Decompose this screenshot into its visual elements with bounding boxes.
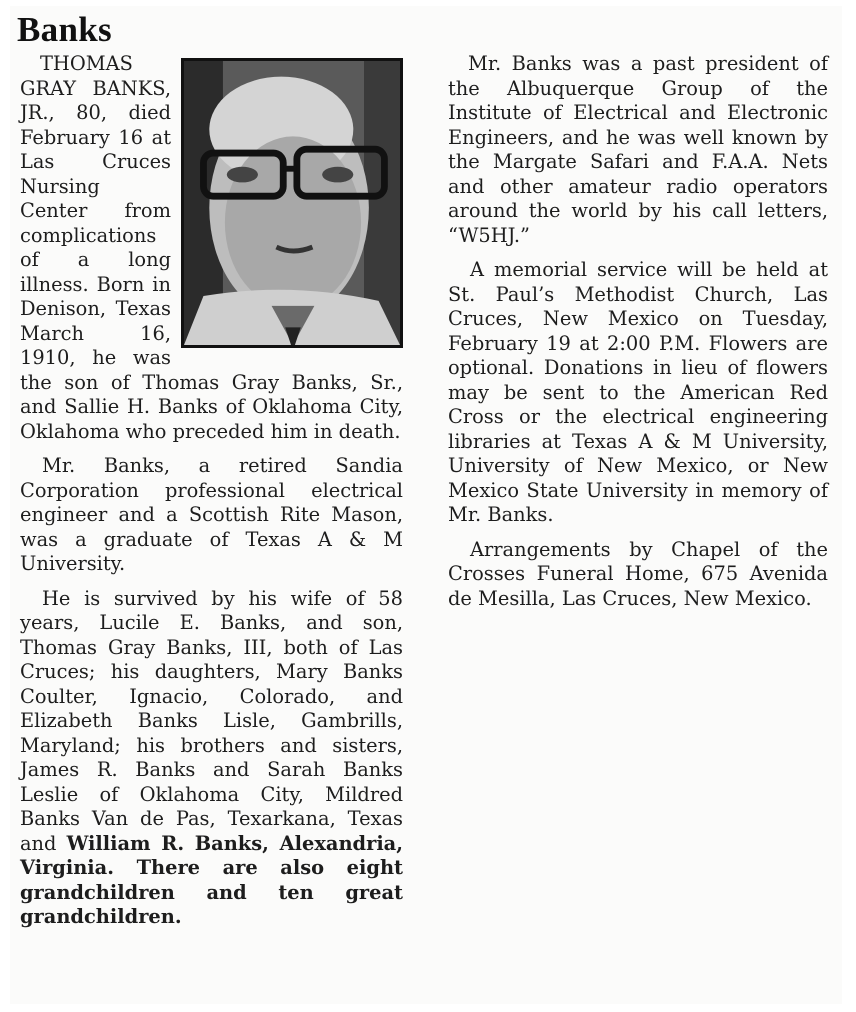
headline: Banks	[17, 10, 112, 49]
paragraph-arrangements: Arrangements by Chapel of the Crosses Funeral Home, 675 Avenida de Mesilla, Las Cruces, New Mexico.	[448, 537, 828, 610]
portrait-illustration	[184, 61, 400, 345]
paragraph-ieee: Mr. Banks was a past president of the Albuquerque Group of the Institute of Electrical and Electronic Engineers, and he was well known by the Margate Safari and F.A.A. Nets and other amateur radio operators around the world by his call letters, “W5HJ.”	[448, 52, 828, 247]
paragraph-memorial: A memorial service will be held at St. Paul’s Methodist Church, Las Cruces, New Mexico on Tuesday, February 19 at 2:00 P.M. Flowers are optional. Donations in lieu of flowers may be sent to the American Red Cross or the electrical engineering libraries at Texas A & M University, University of New Mexico, or New Mexico State University in memory of Mr. Banks.	[448, 258, 828, 526]
paragraph-career: Mr. Banks, a retired Sandia Corporation professional electrical engineer and a Scottish Rite Mason, was a graduate of Texas A & M University.	[20, 454, 403, 575]
paragraph-survivors: He is survived by his wife of 58 years, Lucile E. Banks, and son, Thomas Gray Banks, III, both of Las Cruces; his daughters, Mary Banks Coulter, Ignacio, Colorado, and Elizabeth Banks Lisle, Gambrills, Maryland; his brothers and sisters, James R. Banks and Sarah Banks Leslie of Oklahoma City, Mildred Banks Van de Pas, Texarkana, Texas and William R. Banks, Alexandria, Virginia. There are also eight grandchildren and ten great grandchildren.	[20, 586, 403, 928]
right-column	[448, 52, 828, 621]
paragraph-intro: THOMAS GRAY BANKS, JR., 80, died February 16 at Las Cruces Nursing Center from complications of a long illness. Born in Denison, Texas March 16, 1910, he was the son of Thomas Gray Banks, Sr., and Sallie H. Banks of Oklahoma City, Oklahoma who preceded him in death.	[20, 52, 403, 443]
left-column	[20, 52, 403, 940]
portrait-photo	[181, 58, 403, 348]
